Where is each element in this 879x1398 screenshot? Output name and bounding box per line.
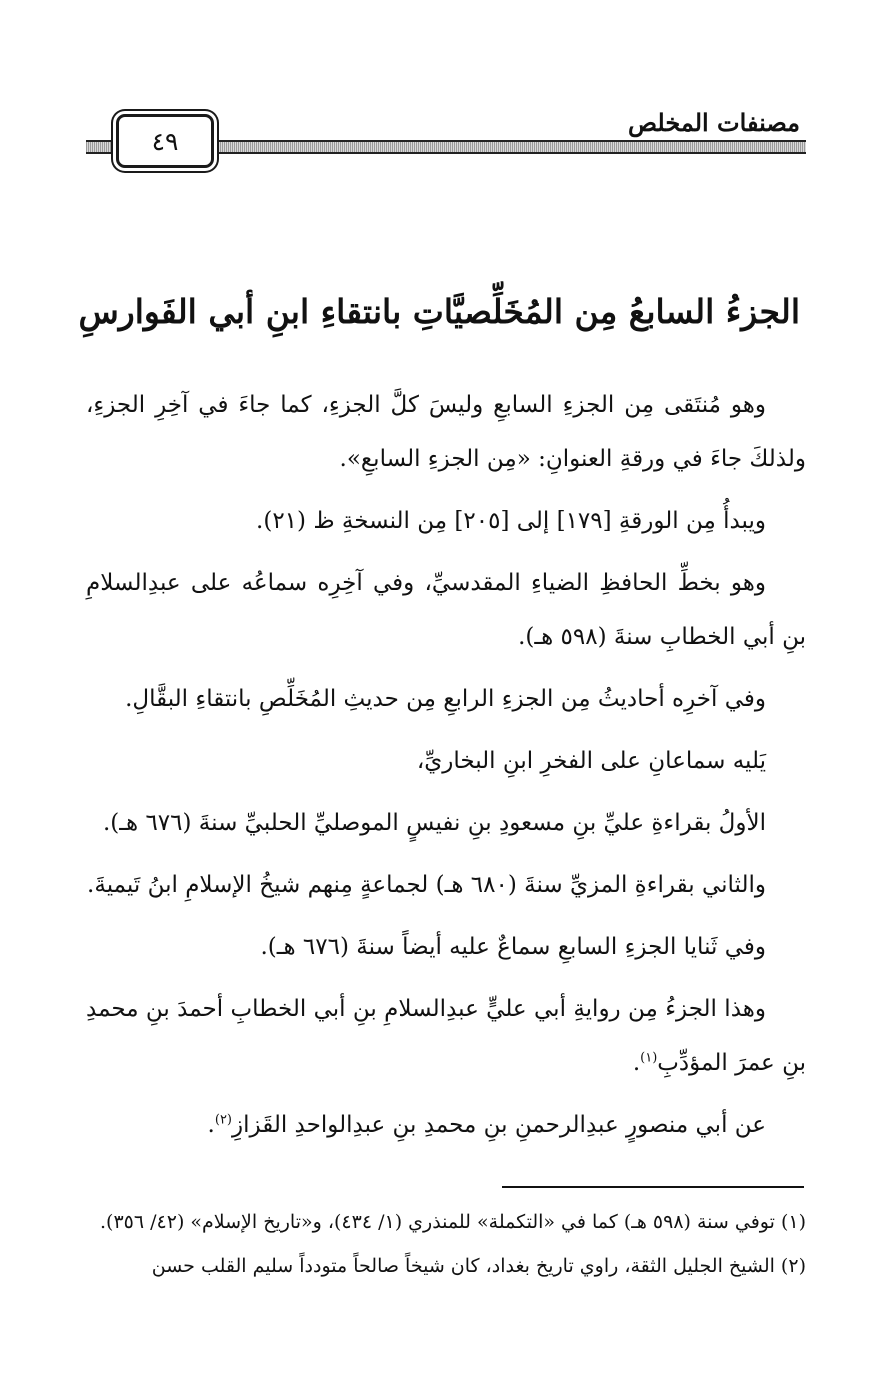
footnote: (١) توفي سنة (٥٩٨ هـ) كما في «التكملة» للمنذري (١/ ٤٣٤)، و«تاريخ الإسلام» (٤٢/ ٣٥٦). xyxy=(100,1211,806,1233)
paragraph-with-note: عن أبي منصورٍ عبدِالرحمنِ بنِ محمدِ بنِ عبدِالواحدِ القَزازِ$^{(٢)}$. xyxy=(207,1112,766,1138)
footnote-ref: (١) xyxy=(640,1050,658,1066)
paragraph: والثاني بقراءةِ المزيِّ سنةَ (٦٨٠ هـ) لجماعةٍ مِنهم شيخُ الإسلامِ ابنُ تَيميةَ. xyxy=(87,872,766,898)
running-title: مصنفات المخلص xyxy=(627,108,800,137)
paragraph: ويبدأُ مِن الورقةِ [١٧٩] إلى [٢٠٥] مِن النسخةِ ظ (٢١). xyxy=(256,508,766,534)
paragraph: وهو مُنتَقى مِن الجزءِ السابعِ وليسَ كلَّ الجزءِ، كما جاءَ في آخِرِ الجزءِ، ولذلكَ جاءَ في ورقةِ العنوانِ: «مِن الجزءِ السابعِ». xyxy=(86,392,806,472)
footnotes xyxy=(86,1204,806,1292)
footnote: (٢) الشيخ الجليل الثقة، راوي تاريخ بغداد، كان شيخاً صالحاً متودداً سليم القلب حسن xyxy=(151,1255,806,1277)
footnote-separator xyxy=(502,1186,804,1188)
page-number-box xyxy=(116,114,214,168)
body-text xyxy=(86,378,806,1152)
paragraph-text: وهذا الجزءُ مِن روايةِ أبي عليٍّ عبدِالسلامِ بنِ أبي الخطابِ أحمدَ بنِ محمدِ بنِ عمرَ المؤدِّبِ xyxy=(86,996,806,1076)
paragraph: وفي آخرِه أحاديثُ مِن الجزءِ الرابعِ مِن حديثِ المُخَلِّصِ بانتقاءِ البقَّالِ. xyxy=(125,686,766,712)
section-title: الجزءُ السابعُ مِن المُخَلِّصيَّاتِ بانتقاءِ ابنِ أبي الفَوارسِ xyxy=(78,292,800,331)
footnote-ref: (٢) xyxy=(214,1112,232,1128)
paragraph: يَليه سماعانِ على الفخرِ ابنِ البخاريِّ، xyxy=(416,748,766,774)
paragraph: وهو بخطِّ الحافظِ الضياءِ المقدسيِّ، وفي آخِرِه سماعُه على عبدِالسلامِ بنِ أبي الخطابِ سنةَ (٥٩٨ هـ). xyxy=(86,570,806,650)
paragraph: الأولُ بقراءةِ عليِّ بنِ مسعودِ بنِ نفيسٍ الموصليِّ الحلبيِّ سنةَ (٦٧٦ هـ). xyxy=(102,810,766,836)
paragraph-text: عن أبي منصورٍ عبدِالرحمنِ بنِ محمدِ بنِ عبدِالواحدِ القَزازِ xyxy=(232,1112,766,1138)
page-number: ٤٩ xyxy=(151,126,179,156)
running-header xyxy=(86,108,806,168)
paragraph: وفي ثَنايا الجزءِ السابعِ سماعٌ عليه أيضاً سنةَ (٦٧٦ هـ). xyxy=(260,934,766,960)
paragraph-with-note: وهذا الجزءُ مِن روايةِ أبي عليٍّ عبدِالسلامِ بنِ أبي الخطابِ أحمدَ بنِ محمدِ بنِ عمرَ المؤدِّبِ$^{(١)}$. xyxy=(86,996,806,1076)
